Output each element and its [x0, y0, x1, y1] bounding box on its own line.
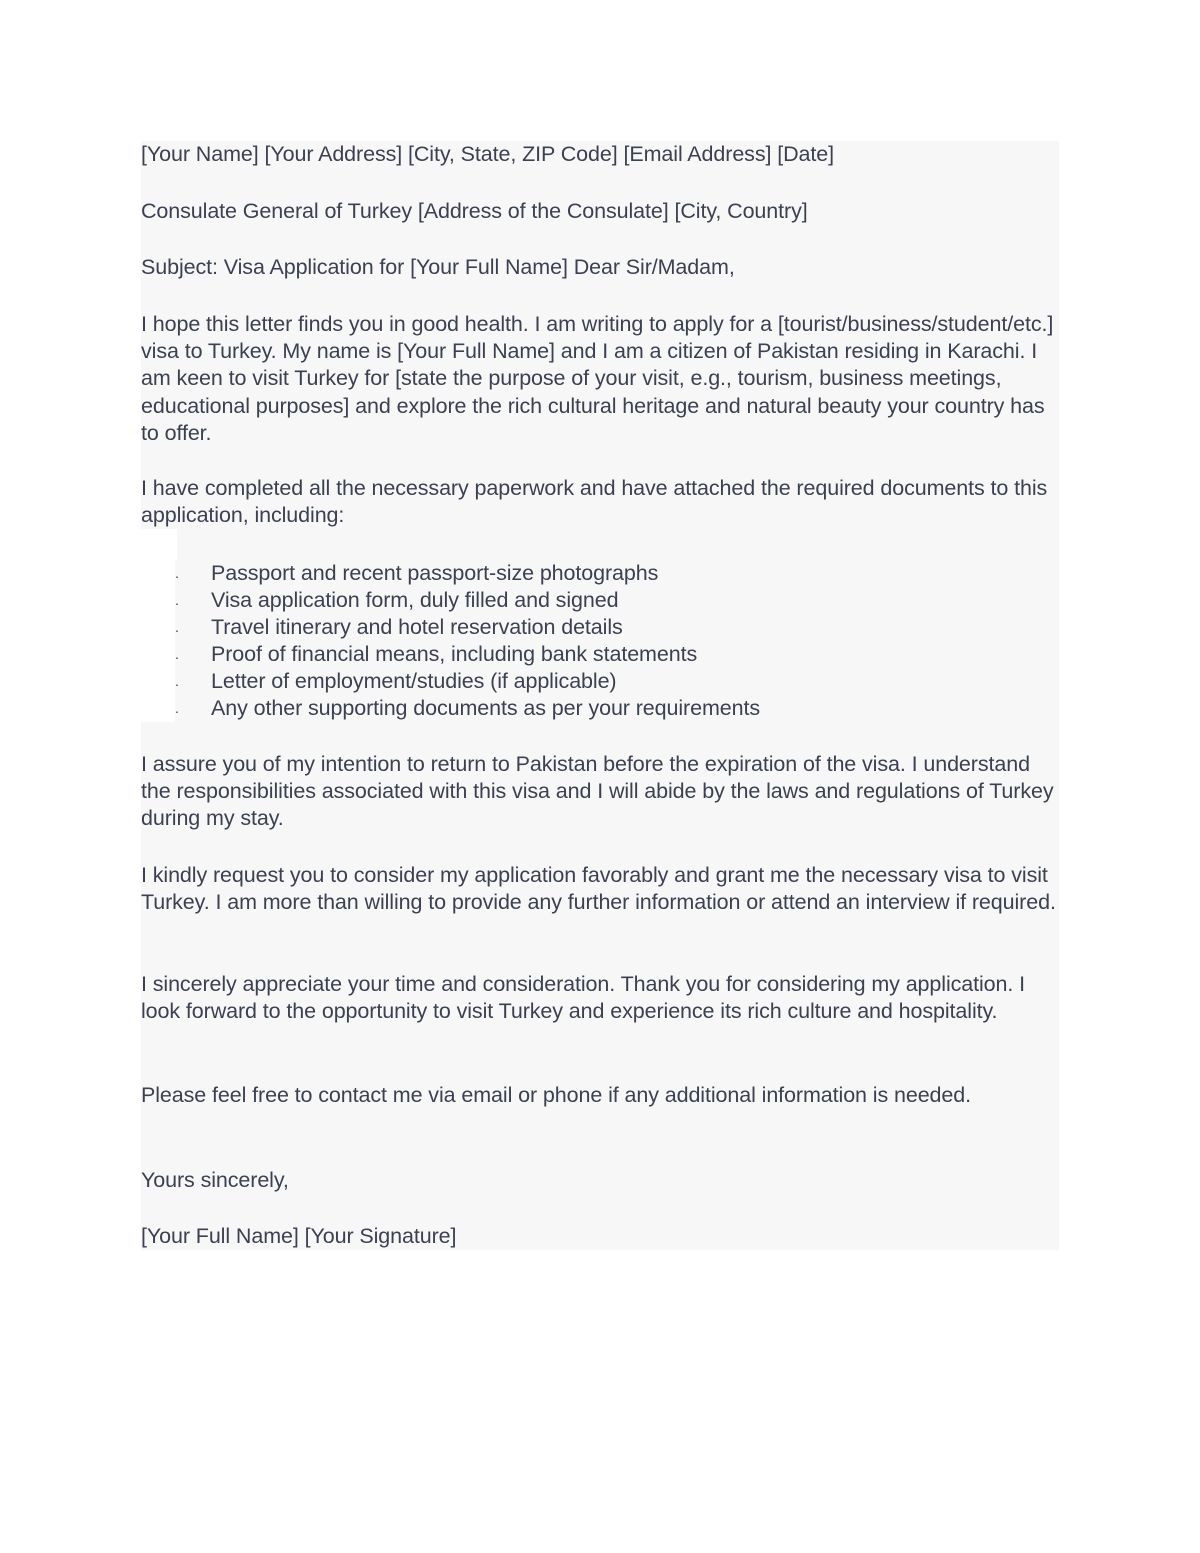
contact-paragraph: Please feel free to contact me via email or phone if any additional information is needed.: [141, 1083, 971, 1107]
bullet-icon: .: [175, 700, 179, 716]
bullet-icon: .: [175, 592, 179, 608]
document-item-text: Passport and recent passport-size photographs: [211, 561, 659, 585]
document-item-text: Visa application form, duly filled and signed: [211, 588, 619, 612]
list-item: [175, 668, 1059, 695]
document-item-text: Travel itinerary and hotel reservation details: [211, 615, 623, 639]
documents-paragraph: I have completed all the necessary paperwork and have attached the required documents to this application, including:: [141, 476, 1048, 528]
list-item: [175, 614, 1059, 641]
bullet-icon: .: [175, 619, 179, 635]
list-item: [175, 641, 1059, 668]
sender-block: [Your Name] [Your Address] [City, State, ZIP Code] [Email Address] [Date]: [141, 142, 834, 166]
document-item-text: Letter of employment/studies (if applicable): [211, 669, 617, 693]
bullet-icon: .: [175, 565, 179, 581]
bullet-icon: .: [175, 646, 179, 662]
subject-line: Subject: Visa Application for [Your Full Name] Dear Sir/Madam,: [141, 255, 735, 279]
list-item: [175, 695, 1059, 722]
bullet-icon: .: [175, 673, 179, 689]
document-item-text: Any other supporting documents as per your requirements: [211, 696, 761, 720]
assurance-paragraph: I assure you of my intention to return to Pakistan before the expiration of the visa. I understand the responsibilities associated with this visa and I will abide by the laws and regulations of Turkey during my stay.: [141, 752, 1054, 831]
list-margin-area: [141, 529, 177, 722]
closing-line: Yours sincerely,: [141, 1168, 289, 1192]
visa-application-letter: [141, 141, 1059, 1250]
request-paragraph: I kindly request you to consider my application favorably and grant me the necessary visa to visit Turkey. I am more than willing to provide any further information or attend an interview if required.: [141, 863, 1056, 915]
signature-block: [Your Full Name] [Your Signature]: [141, 1224, 457, 1248]
intro-paragraph: I hope this letter finds you in good health. I am writing to apply for a [tourist/business/student/etc.] visa to Turkey. My name is [Your Full Name] and I am a citizen of Pakistan residing in Karachi. I am keen to visit Turkey for [state the purpose of your visit, e.g., tourism, business meetings, educational purposes] and explore the rich cultural heritage and natural beauty your country has to offer.: [141, 312, 1054, 445]
list-item: [175, 587, 1059, 614]
list-item: [175, 560, 1059, 587]
document-item-text: Proof of financial means, including bank statements: [211, 642, 698, 666]
required-documents-list: [175, 560, 1059, 722]
appreciation-paragraph: I sincerely appreciate your time and consideration. Thank you for considering my application. I look forward to the opportunity to visit Turkey and experience its rich culture and hospitality.: [141, 972, 1026, 1024]
recipient-block: Consulate General of Turkey [Address of the Consulate] [City, Country]: [141, 199, 808, 223]
